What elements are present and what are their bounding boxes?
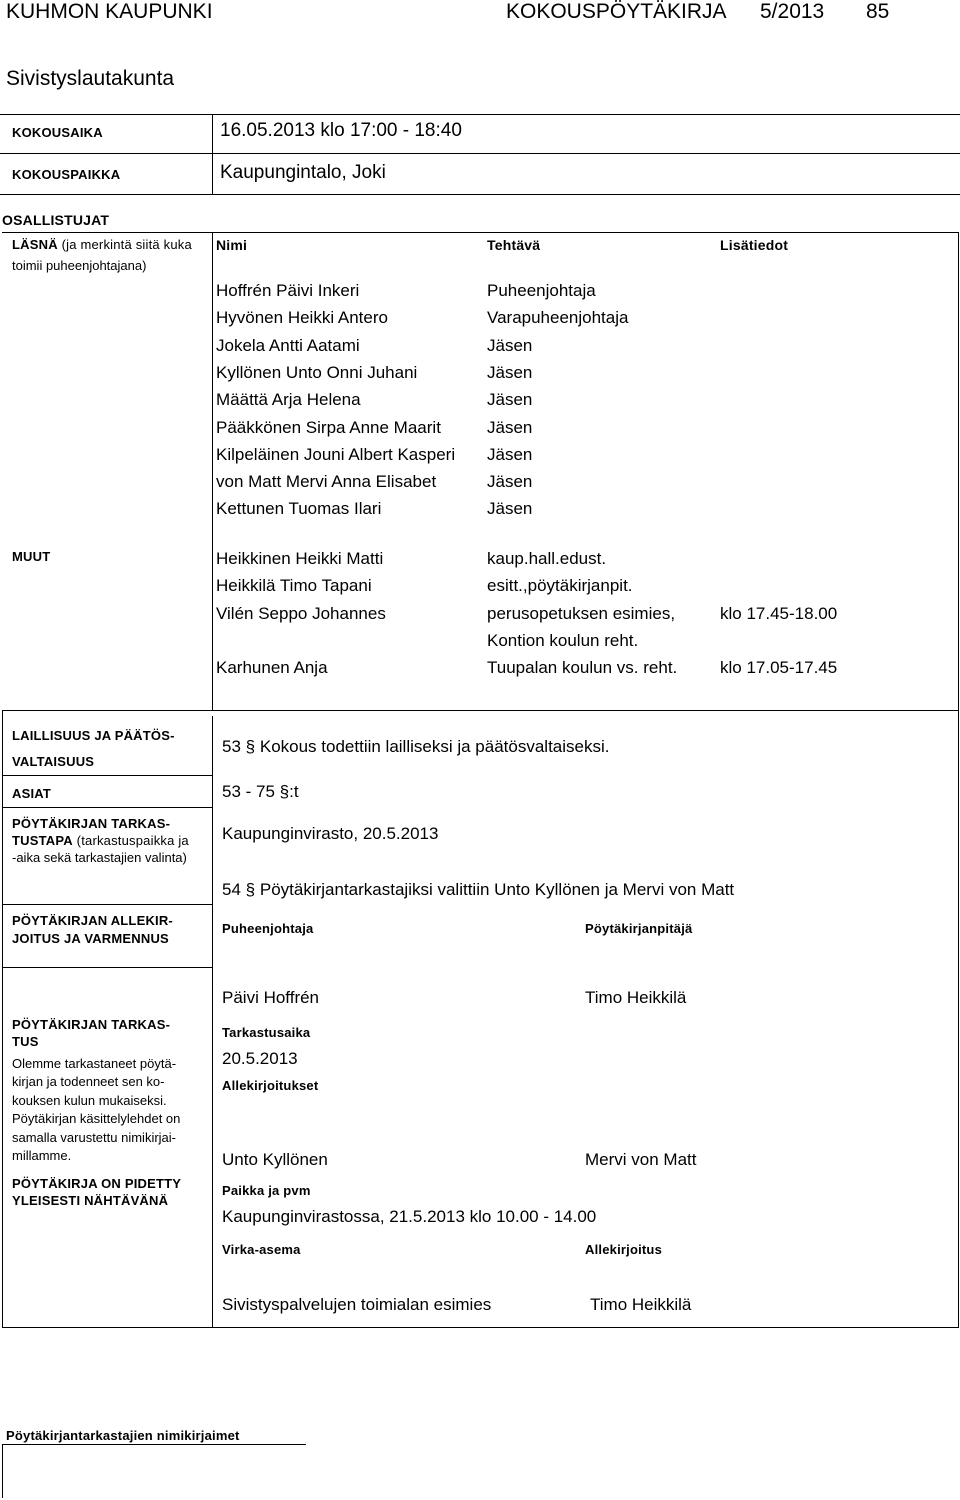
legality-label-2: VALTAISUUS <box>12 754 95 769</box>
member-role: Jäsen <box>487 472 533 491</box>
review-method-note: (tarkastuspaikka ja <box>72 833 189 848</box>
other-role: Kontion koulun reht. <box>487 631 639 650</box>
review-label-1: PÖYTÄKIRJAN TARKAS- <box>12 1017 171 1032</box>
member-role: Jäsen <box>487 363 533 382</box>
chair-signature: Päivi Hoffrén <box>222 988 320 1007</box>
member-role: Jäsen <box>487 336 533 355</box>
divider <box>0 114 960 115</box>
review-note-line: Olemme tarkastaneet pöytä- <box>12 1056 177 1071</box>
legality-statement <box>222 737 609 757</box>
present-label <box>12 237 192 252</box>
initials-label: Pöytäkirjantarkastajien nimikirjaimet <box>6 1428 240 1443</box>
col-role-header: Tehtävä <box>487 237 541 253</box>
review-number: 54 <box>222 880 241 899</box>
meeting-place-label: KOKOUSPAIKKA <box>12 167 121 182</box>
review-time-value: 20.5.2013 <box>222 1049 298 1068</box>
review-method-label-2 <box>12 833 189 848</box>
divider <box>2 1327 958 1328</box>
review-note-line: kouksen kulun mukaiseksi. <box>12 1092 167 1108</box>
member-role: Jäsen <box>487 499 533 518</box>
doc-type: KOKOUSPÖYTÄKIRJA <box>506 0 727 23</box>
review-place: Kaupunginvirasto, 20.5.2013 <box>222 824 439 843</box>
review-time-label: Tarkastusaika <box>222 1025 311 1040</box>
public-signature: Timo Heikkilä <box>590 1295 692 1314</box>
divider <box>2 232 958 233</box>
member-name: Määttä Arja Helena <box>216 390 361 409</box>
review-note-line: samalla varustettu nimikirjai- <box>12 1129 176 1145</box>
divider <box>0 153 960 154</box>
other-name: Heikkilä Timo Tapani <box>216 576 372 595</box>
reviewer-1-signature: Unto Kyllönen <box>222 1150 328 1169</box>
member-name: Jokela Antti Aatami <box>216 336 360 355</box>
meeting-place-value: Kaupungintalo, Joki <box>220 162 386 183</box>
col-info-header: Lisätiedot <box>720 237 789 253</box>
others-label: MUUT <box>12 549 51 564</box>
doc-number: 5/2013 <box>760 0 825 23</box>
public-place-value: Kaupunginvirastossa, 21.5.2013 klo 10.00 - 14.00 <box>222 1207 597 1226</box>
secretary-signature: Timo Heikkilä <box>585 988 687 1007</box>
divider <box>958 232 959 710</box>
divider <box>2 775 212 776</box>
member-role: Varapuheenjohtaja <box>487 308 629 327</box>
chair-label: Puheenjohtaja <box>222 921 314 936</box>
other-name: Karhunen Anja <box>216 658 328 677</box>
meeting-time-label: KOKOUSAIKA <box>12 125 103 140</box>
member-name: Kyllönen Unto Onni Juhani <box>216 363 418 382</box>
present-note: (ja merkintä siitä kuka <box>61 237 192 252</box>
member-role: Jäsen <box>487 445 533 464</box>
reviewer-2-signature: Mervi von Matt <box>585 1150 697 1169</box>
member-role: Jäsen <box>487 390 533 409</box>
participants-section-label: OSALLISTUJAT <box>2 212 110 228</box>
member-name: Hyvönen Heikki Antero <box>216 308 388 327</box>
divider <box>2 710 3 1328</box>
items-label: ASIAT <box>12 786 52 801</box>
member-name: Hoffrén Päivi Inkeri <box>216 281 360 300</box>
other-info: klo 17.45-18.00 <box>720 604 838 623</box>
review-method-label-2-text: TUSTAPA <box>12 833 73 848</box>
member-name: Pääkkönen Sirpa Anne Maarit <box>216 418 441 437</box>
present-label-text: LÄSNÄ <box>12 237 58 252</box>
legality-label-1: LAILLISUUS JA PÄÄTÖS- <box>12 728 175 743</box>
public-label-2: YLEISESTI NÄHTÄVÄNÄ <box>12 1193 169 1208</box>
member-role: Jäsen <box>487 418 533 437</box>
review-label-2: TUS <box>12 1034 39 1049</box>
review-selection <box>222 880 734 900</box>
divider <box>2 904 212 905</box>
position-value: Sivistyspalvelujen toimialan esimies <box>222 1295 492 1314</box>
divider <box>212 114 213 194</box>
public-label-1: PÖYTÄKIRJA ON PIDETTY <box>12 1176 182 1191</box>
divider <box>2 967 212 968</box>
divider <box>212 716 213 1328</box>
other-role: esitt.,pöytäkirjanpit. <box>487 576 633 595</box>
member-name: Kettunen Tuomas Ilari <box>216 499 382 518</box>
divider <box>212 232 213 710</box>
member-role: Puheenjohtaja <box>487 281 596 300</box>
initials-box-edge <box>2 1444 3 1498</box>
legality-text: Kokous todettiin lailliseksi ja päätösvaltaiseksi. <box>259 737 610 756</box>
divider <box>2 710 958 711</box>
review-note-line: Pöytäkirjan käsittelylehdet on <box>12 1111 181 1127</box>
member-name: von Matt Mervi Anna Elisabet <box>216 472 437 491</box>
review-method-note-2: -aika sekä tarkastajien valinta) <box>12 850 187 865</box>
other-name: Vilén Seppo Johannes <box>216 604 386 623</box>
legality-number: 53 <box>222 737 241 756</box>
review-method-label-1: PÖYTÄKIRJAN TARKAS- <box>12 816 171 831</box>
signing-label-2: JOITUS JA VARMENNUS <box>12 931 169 946</box>
other-role: kaup.hall.edust. <box>487 549 607 568</box>
review-note-line: kirjan ja todenneet sen ko- <box>12 1074 165 1090</box>
org-name: KUHMON KAUPUNKI <box>6 0 213 23</box>
divider <box>958 710 959 1328</box>
signing-label-1: PÖYTÄKIRJAN ALLEKIR- <box>12 913 173 928</box>
review-selection-text: Pöytäkirjantarkastajiksi valittiin Unto Kyllönen ja Mervi von Matt <box>259 880 735 899</box>
public-place-label: Paikka ja pvm <box>222 1183 311 1198</box>
other-info: klo 17.05-17.45 <box>720 658 838 677</box>
review-note-line: millamme. <box>12 1148 72 1163</box>
items-value: 53 - 75 §:t <box>222 782 299 801</box>
signatures-label: Allekirjoitukset <box>222 1078 319 1093</box>
present-note-2: toimii puheenjohtajana) <box>12 258 147 273</box>
page-number: 85 <box>866 0 890 23</box>
divider <box>0 194 960 195</box>
initials-line <box>2 1444 306 1445</box>
other-role: perusopetuksen esimies, <box>487 604 676 623</box>
other-role: Tuupalan koulun vs. reht. <box>487 658 678 677</box>
col-name-header: Nimi <box>216 237 248 253</box>
meeting-time-value: 16.05.2013 klo 17:00 - 18:40 <box>220 120 462 141</box>
section-sign-icon: § <box>245 880 256 899</box>
member-name: Kilpeläinen Jouni Albert Kasperi <box>216 445 456 464</box>
other-name: Heikkinen Heikki Matti <box>216 549 384 568</box>
board-name: Sivistyslautakunta <box>6 67 175 90</box>
position-label: Virka-asema <box>222 1242 301 1257</box>
signature-label: Allekirjoitus <box>585 1242 663 1257</box>
section-sign-icon: § <box>245 737 256 756</box>
divider <box>2 807 212 808</box>
secretary-label: Pöytäkirjanpitäjä <box>585 921 693 936</box>
